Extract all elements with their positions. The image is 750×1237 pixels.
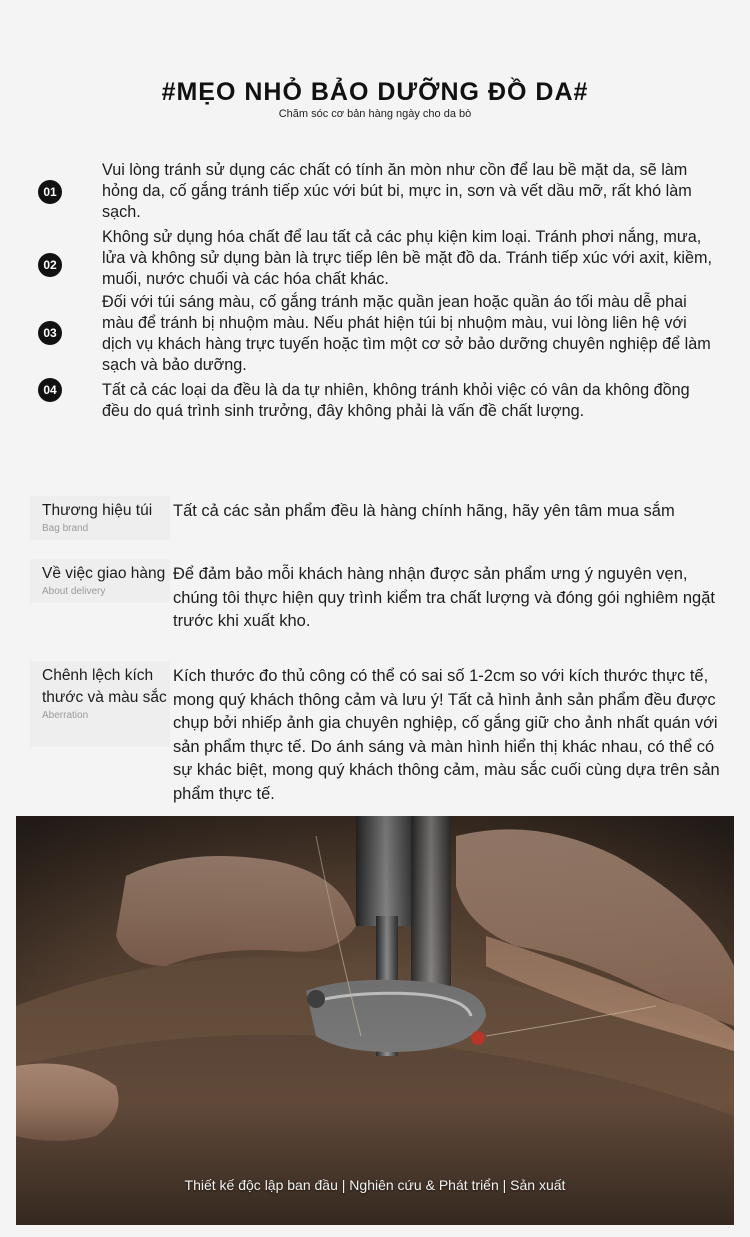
info-label-en: Bag brand [42,523,89,534]
page-title: #MẸO NHỎ BẢO DƯỠNG ĐỒ DA# [161,78,589,106]
photo-caption: Thiết kế độc lập ban đầu | Nghiên cứu & Phát triển | Sản xuất [184,1177,566,1193]
info-label-delivery [30,559,170,603]
info-label-en: Aberration [42,710,89,721]
info-label-brand [30,496,170,540]
info-text-delivery: Để đảm bảo mỗi khách hàng nhận được sản phẩm ưng ý nguyên vẹn, chúng tôi thực hiện quy trình kiểm tra chất lượng và đóng gói nghiêm ngặt trước khi xuất kho. [173,565,715,630]
info-label-aberration [30,661,170,747]
info-label-text: Về việc giao hàng [42,565,166,582]
tip-number-badge: 01 [38,180,62,204]
tip-number-badge: 03 [38,321,62,345]
sewing-photo-illustration [16,816,734,1225]
tip-number-badge: 02 [38,253,62,277]
tip-text: Đối với túi sáng màu, cố gắng tránh mặc quần jean hoặc quần áo tối màu dễ phai màu để tránh bị nhuộm màu. Nếu phát hiện túi bị nhuộm màu, vui lòng liên hệ với dịch vụ khách hàng trực tuyến hoặc tìm một cơ sở bảo dưỡng chuyên nghiệp để làm sạch và bảo dưỡng. [102,293,711,374]
info-label-en: About delivery [42,586,106,597]
info-text-brand: Tất cả các sản phẩm đều là hàng chính hãng, hãy yên tâm mua sắm [173,502,675,520]
tip-number-badge: 04 [38,378,62,402]
tip-text: Tất cả các loại da đều là da tự nhiên, không tránh khỏi việc có vân da không đồng đều do quá trình sinh trưởng, đây không phải là vấn đề chất lượng. [102,381,690,420]
page-subtitle: Chăm sóc cơ bản hàng ngày cho da bò [278,108,472,120]
info-label-text: Chênh lệch kích thước và màu sắc [42,667,167,706]
tip-text: Không sử dụng hóa chất để lau tất cả các phụ kiện kim loại. Tránh phơi nắng, mưa, lửa và không sử dụng bàn là trực tiếp lên bề mặt đồ da. Tránh tiếp xúc với axit, kiềm, muối, nước chuối và các hóa chất khác. [102,228,713,288]
info-text-aberration: Kích thước đo thủ công có thể có sai số 1-2cm so với kích thước thực tế, mong quý khách thông cảm và lưu ý! Tất cả hình ảnh sản phẩm đều được chụp bởi nhiếp ảnh gia chuyên nghiệp, cố gắng giữ cho ảnh nhất quán với sản phẩm thực tế. Do ánh sáng và màn hình hiển thị khác nhau, có thể có sự khác biệt, mong quý khách thông cảm, màu sắc cuối cùng dựa trên sản phẩm thực tế. [173,667,720,803]
tip-text: Vui lòng tránh sử dụng các chất có tính ăn mòn như cồn để lau bề mặt da, sẽ làm hỏng da, cố gắng tránh tiếp xúc với bút bi, mực in, sơn và vết dầu mỡ, rất khó làm sạch. [102,161,692,221]
info-label-text: Thương hiệu túi [42,502,153,519]
sewing-machine-photo [16,816,734,1225]
